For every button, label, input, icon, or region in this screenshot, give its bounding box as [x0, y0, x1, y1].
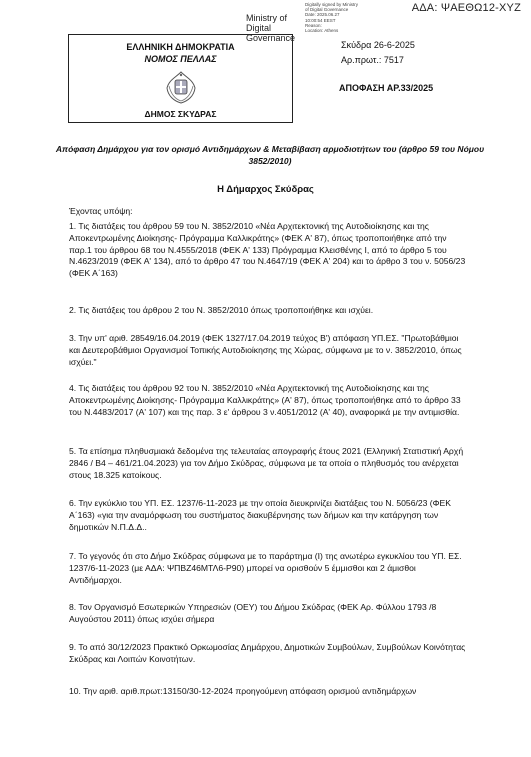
list-item: 8. Τον Οργανισμό Εσωτερικών Υπηρεσιών (ΟΕΥ) του Δήμου Σκύδρας (ΦΕΚ Αρ. Φύλλου 1793 /8 Αυγούστου 2011) όπως ισχύει σήμερα: [69, 602, 437, 624]
signature-title: Ministry of Digital Governance: [246, 13, 296, 43]
list-item: 2. Τις διατάξεις του άρθρου 2 του Ν. 3852/2010 όπως τροποποιήθηκε και ισχύει.: [69, 305, 374, 315]
list-item: 5. Τα επίσημα πληθυσμιακά δεδομένα της τελευταίας απογραφής έτους 2021 (Ελληνική Στατιστική Αρχή 2846 / Β4 – 461/21.04.2023) για τον Δήμο Σκύδρας, σύμφωνα με τα οποία ο πληθυσμός του ανέρχεται στους 18.325 κατοίκους.: [69, 446, 464, 480]
municipality-label: ΔΗΜΟΣ ΣΚΥΔΡΑΣ: [144, 109, 217, 119]
ada-code: ΑΔΑ: ΨΑΕΘΩ12-ΧΥΖ: [411, 2, 521, 14]
list-item: 7. Το γεγονός ότι στο Δήμο Σκύδρας σύμφωνα με το παράρτημα (Ι) της ανωτέρω εγκυκλίου του ΥΠ. ΕΣ. 1237/6-11-2023 (με ΑΔΑ: ΨΠΒΖ46ΜΤΛ6-Ρ90) μπορεί να ορισθούν 5 έμμισθοι και 2 άμισθοι Αντιδήμαρχοι.: [69, 551, 462, 585]
protocol-number: Αρ.πρωτ.: 7517: [341, 55, 404, 65]
prefecture-label: ΝΟΜΟΣ ΠΕΛΛΑΣ: [144, 54, 217, 64]
list-item: 9. Το από 30/12/2023 Πρακτικό Ορκωμοσίας Δημάρχου, Δημοτικών Συμβούλων, Συμβούλων Κοινότητας Σκύδρας και Λοιπών Κοινοτήτων.: [69, 642, 466, 664]
mayor-heading: Η Δήμαρχος Σκύδρας: [217, 184, 314, 195]
document-title: Απόφαση Δημάρχου για τον ορισμό Αντιδημάρχων & Μεταβίβαση αρμοδιοτήτων του (άρθρο 59 του Νόμου 3852/2010): [55, 144, 485, 166]
header-box: [68, 34, 293, 123]
list-item: 6. Την εγκύκλιο του ΥΠ. ΕΣ. 1237/6-11-2023 με την οποία διευκρινίζει διατάξεις του Ν. 5056/23 (ΦΕΚ Α΄163) «για την αναμόρφωση του συστήματος διακυβέρνησης των δήμων και την κατάργηση των δημοτικών Ν.Π.Δ.Δ..: [69, 498, 451, 532]
signature-details: Digitally signed by Ministry of Digital Governance Date: 2025.06.27 10:00:54 EEST Reason: Location: Athens: [305, 2, 359, 34]
decision-number: ΑΠΟΦΑΣΗ ΑΡ.33/2025: [339, 83, 434, 93]
republic-label: ΕΛΛΗΝΙΚΗ ΔΗΜΟΚΡΑΤΙΑ: [126, 42, 235, 52]
list-item: 4. Τις διατάξεις του άρθρου 92 του Ν. 3852/2010 «Νέα Αρχιτεκτονική της Αυτοδιοίκησης και της Αποκεντρωμένης Διοίκησης- Πρόγραμμα Καλλικράτης» (Α' 87), όπως τροποποιήθηκε από το άρθρο 33 του Ν.4483/2017 (Α' 107) και της παρ. 3 ε' άρθρου 3 ν.4051/2012 (Α' 40), αναφορικά με την αντιμισθία.: [69, 383, 461, 417]
place-date: Σκύδρα 26-6-2025: [341, 40, 415, 50]
having-in-mind: Έχοντας υπόψη:: [69, 206, 133, 216]
list-item: 1. Τις διατάξεις του άρθρου 59 του Ν. 3852/2010 «Νέα Αρχιτεκτονική της Αυτοδιοίκησης και της Αποκεντρωμένης Διοίκησης- Πρόγραμμα Καλλικράτης» (ΦΕΚ Α' 87), όπως τροποποιήθηκε από την παρ.1 του άρθρου 68 του Ν.4555/2018 (ΦΕΚ Α' 133) Πρόγραμμα Κλεισθένης Ι, από το άρθρο 5 του Ν.4623/2019 (ΦΕΚ Α' 134), από το άρθρο 47 του Ν.4647/19 (ΦΕΚ Α' 204) και το άρθρο 3 του ν. 5056/23 (ΦΕΚ Α΄163): [69, 221, 466, 279]
greek-coat-of-arms-icon: [165, 70, 197, 104]
list-item: 10. Την αριθ. αριθ.πρωτ:13150/30-12-2024 προηγούμενη απόφαση ορισμού αντιδημάρχων: [69, 686, 417, 696]
list-item: 3. Την υπ' αριθ. 28549/16.04.2019 (ΦΕΚ 1327/17.04.2019 τεύχος Β') απόφαση ΥΠ.ΕΣ. "Πρωτοβάθμιοι και Δευτεροβάθμιοι Οργανισμοί Τοπικής Αυτοδιοίκησης της Χώρας, σύμφωνα με το ν. 3852/2010, όπως ισχύει.": [69, 333, 462, 367]
